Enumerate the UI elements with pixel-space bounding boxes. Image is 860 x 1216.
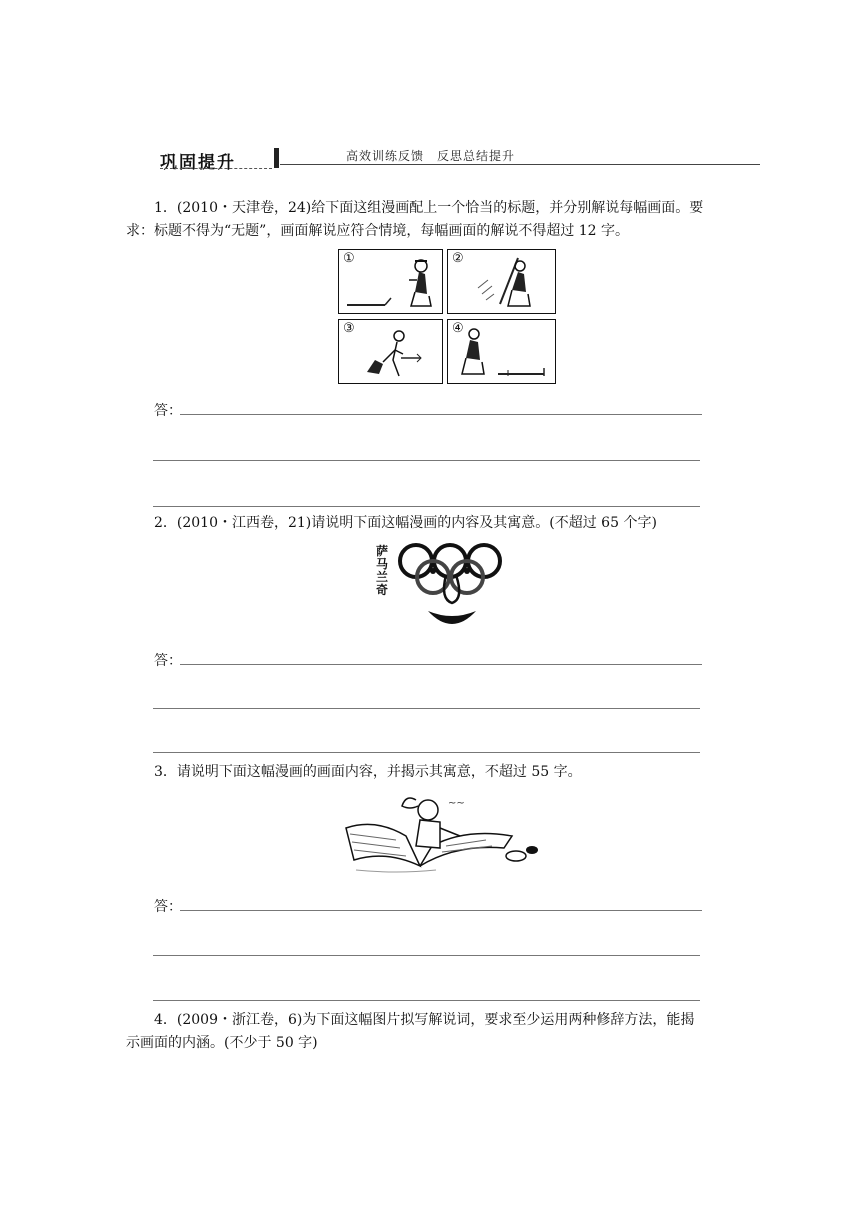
- answer-1-line-2[interactable]: [153, 460, 700, 461]
- comic-panel-2: [447, 249, 556, 314]
- answer-2-label: 答：: [154, 653, 182, 669]
- badge-bar: [274, 148, 279, 168]
- flying-book-cartoon: [336, 788, 542, 876]
- question-4-line-2: 示画面的内涵。(不少于 50 字): [126, 1035, 318, 1051]
- panel-number: ①: [343, 251, 355, 266]
- comic-strip: [338, 249, 556, 385]
- worker-tool-drawing: [448, 320, 555, 383]
- section-badge: 巩固提升: [160, 153, 236, 173]
- cartoon-vertical-text: 萨 马 兰 奇: [376, 544, 389, 597]
- question-1-line-1: 1．(2010・天津卷，24)给下面这组漫画配上一个恰当的标题，并分别解说每幅画面。要: [154, 200, 704, 216]
- section-header: [160, 146, 760, 173]
- comic-panel-4: [447, 319, 556, 384]
- answer-1-line-3[interactable]: [153, 506, 700, 507]
- question-3-line-1: 3．请说明下面这幅漫画的画面内容，并揭示其寓意，不超过 55 字。: [154, 764, 582, 780]
- comic-panel-1: [338, 249, 443, 314]
- worker-swinging-drawing: [448, 250, 555, 313]
- question-1-line-2: 求：标题不得为“无题”，画面解说应符合情境，每幅画面的解说不得超过 12 字。: [126, 223, 630, 239]
- answer-2-line-2[interactable]: [153, 708, 700, 709]
- question-2-line-1: 2．(2010・江西卷，21)请说明下面这幅漫画的内容及其寓意。(不超过 65 个字): [154, 515, 657, 531]
- badge-dashed-underline: [160, 168, 272, 169]
- answer-3-label: 答：: [154, 899, 182, 915]
- olympic-rings-face-drawing: [374, 541, 514, 641]
- answer-1-line-1[interactable]: [180, 414, 702, 415]
- answer-2-line-3[interactable]: [153, 752, 700, 753]
- question-4-line-1: 4．(2009・浙江卷，6)为下面这幅图片拟写解说词，要求至少运用两种修辞方法，能揭: [154, 1012, 695, 1028]
- svg-text:~~: ~~: [448, 798, 465, 809]
- panel-number: ③: [343, 321, 355, 336]
- answer-1-label: 答：: [154, 403, 182, 419]
- answer-2-line-1[interactable]: [180, 664, 702, 665]
- panel-number: ④: [452, 321, 464, 336]
- worker-kneeling-drawing: [339, 250, 442, 313]
- section-tagline: 高效训练反馈 反思总结提升: [346, 149, 516, 163]
- answer-3-line-3[interactable]: [153, 1000, 700, 1001]
- person-on-flying-book-drawing: [336, 788, 542, 876]
- worker-bending-drawing: [339, 320, 442, 383]
- header-rule: [280, 164, 760, 165]
- answer-3-line-1[interactable]: [180, 910, 702, 911]
- comic-panel-3: [338, 319, 443, 384]
- olympic-cartoon: [374, 541, 514, 641]
- answer-3-line-2[interactable]: [153, 955, 700, 956]
- panel-number: ②: [452, 251, 464, 266]
